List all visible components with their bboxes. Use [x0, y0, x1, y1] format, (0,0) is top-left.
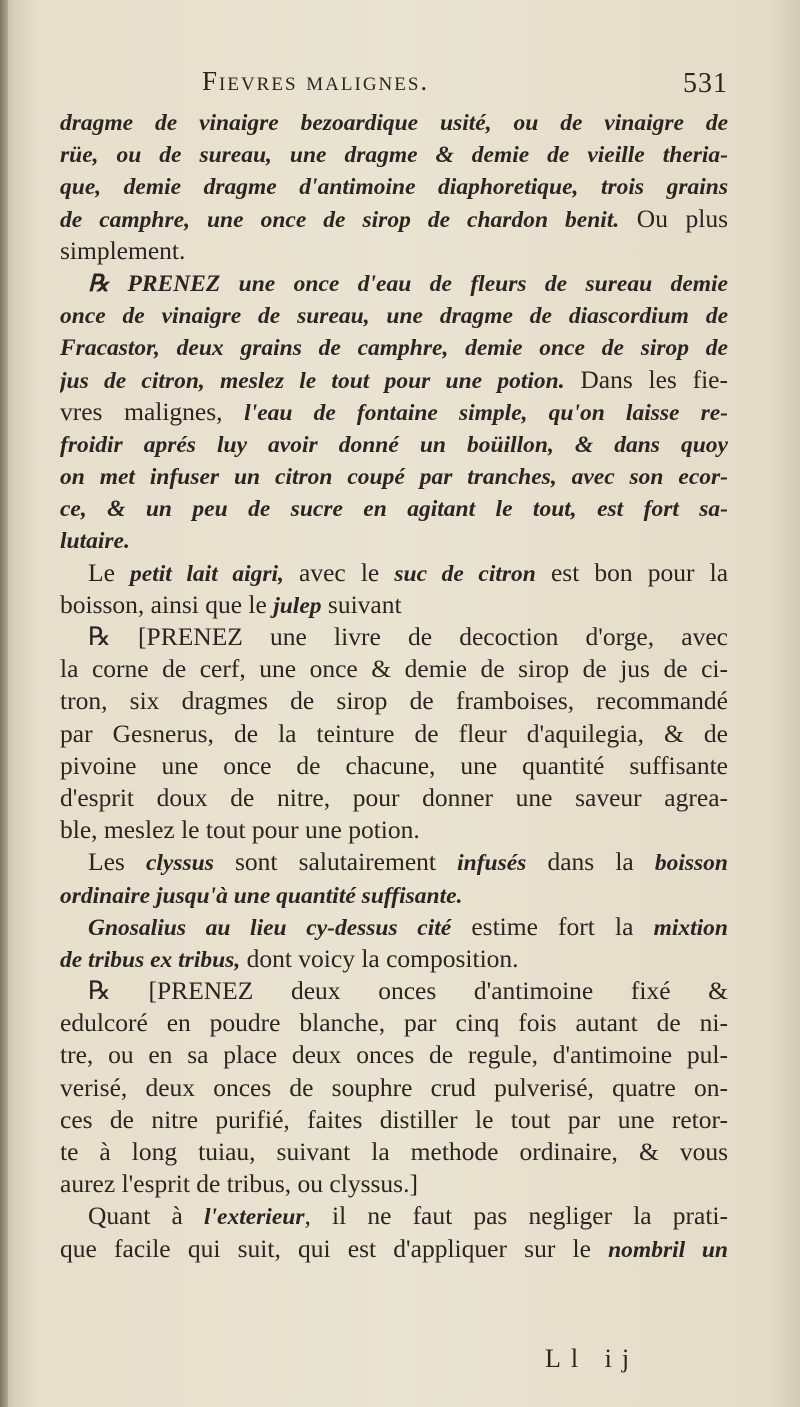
text-line	[60, 1007, 728, 1039]
text-line	[60, 364, 728, 396]
text-run: ordinaire jusqu'à une quantité suffisante.	[60, 882, 463, 909]
text-run: pivoine une once de chacune, une quantité suffisante	[60, 750, 728, 780]
text-line	[60, 653, 728, 685]
text-line	[60, 943, 728, 975]
text-run: froidir aprés luy avoir donné un boüillon, & dans quoy	[60, 431, 728, 458]
text-run: Ou plus	[619, 203, 728, 233]
text-line	[60, 331, 728, 363]
text-line	[60, 1200, 728, 1232]
text-run: ce, & un peu de sucre en agitant le tout, est fort sa-	[60, 496, 728, 523]
text-run: d'esprit doux de nitre, pour donner une saveur agrea-	[60, 782, 728, 812]
text-run: boisson, ainsi que le	[60, 589, 274, 619]
text-run: suivant	[321, 589, 402, 619]
text-run: jus de citron, meslez le tout pour une potion.	[60, 367, 565, 394]
text-line	[60, 492, 728, 524]
text-run: julep	[273, 592, 322, 619]
text-line	[60, 428, 728, 460]
text-line	[60, 170, 728, 202]
text-run: rüe, ou de sureau, une dragme & demie de vieille theria-	[60, 142, 728, 169]
text-line	[60, 846, 728, 878]
text-line	[60, 814, 728, 846]
text-run: boisson	[654, 850, 728, 877]
signature-mark: Ll ij	[545, 1344, 640, 1373]
text-run: par Gesnerus, de la teinture de fleur d'aquilegia, & de	[60, 718, 728, 748]
text-run: suc de citron	[394, 560, 536, 587]
text-run: te à long tuiau, suivant la methode ordinaire, & vous	[60, 1137, 728, 1166]
text-line	[60, 718, 728, 750]
text-run: dans la	[526, 847, 655, 877]
text-line	[60, 1039, 728, 1071]
text-run: Fracastor, deux grains de camphre, demie once de sirop de	[60, 335, 728, 362]
text-line	[60, 1072, 728, 1104]
text-run: ces de nitre purifié, faites distiller le tout par une retor-	[60, 1104, 728, 1134]
text-line	[60, 557, 728, 589]
text-run: Le	[88, 557, 131, 587]
text-line	[60, 975, 728, 1007]
text-run: Les	[88, 847, 146, 877]
text-line	[60, 879, 728, 911]
text-run: tron, six dragmes de sirop de framboises, recommandé	[60, 686, 728, 716]
body-text	[60, 106, 728, 1265]
book-page	[60, 62, 728, 1373]
book-gutter	[0, 0, 8, 1407]
text-line	[60, 621, 728, 653]
text-line	[60, 524, 728, 556]
text-run: est bon pour la	[535, 557, 728, 587]
text-run: verisé, deux onces de souphre crud pulverisé, quatre on-	[60, 1072, 728, 1102]
text-line	[60, 685, 728, 717]
text-run: Dans les fie-	[564, 364, 728, 394]
text-line	[60, 267, 728, 299]
page-header	[60, 62, 728, 106]
text-line	[60, 1136, 728, 1168]
text-run: estime fort la	[451, 911, 654, 941]
text-run: once de vinaigre de sureau, une dragme de diascordium de	[60, 303, 728, 330]
text-run: la corne de cerf, une once & demie de sirop de jus de ci-	[60, 654, 728, 684]
text-run: tre, ou en sa place deux onces de regule, d'antimoine pul-	[60, 1040, 728, 1070]
text-run: ℞ [PRENEZ deux onces d'antimoine fixé &	[88, 976, 728, 1006]
text-run: que, demie dragme d'antimoine diaphoretique, trois grains	[60, 174, 728, 201]
text-run: ℞ [PRENEZ une livre de decoction d'orge, avec	[88, 622, 728, 651]
text-run: dragme de vinaigre bezoardique usité, ou de vinaigre de	[60, 110, 728, 136]
text-line	[60, 589, 728, 621]
text-line	[60, 299, 728, 331]
text-run: Gnosalius au lieu cy-dessus cité	[88, 914, 452, 941]
page-number: 531	[683, 68, 728, 99]
text-line	[60, 138, 728, 170]
text-run: ble, meslez le tout pour une potion.	[60, 815, 420, 845]
text-run: nombril un	[608, 1236, 728, 1263]
running-title: Fievres malignes.	[202, 66, 430, 96]
text-run: Quant à	[88, 1201, 204, 1231]
text-line	[60, 460, 728, 492]
text-run: mixtion	[653, 914, 728, 941]
text-line	[60, 750, 728, 782]
text-run: vres malignes,	[60, 396, 245, 426]
text-run: que facile qui suit, qui est d'appliquer sur le	[60, 1233, 609, 1263]
text-line	[60, 1168, 728, 1200]
text-run: l'eau de fontaine simple, qu'on laisse re-	[244, 399, 728, 426]
text-line	[60, 235, 728, 267]
text-run: de camphre, une once de sirop de chardon benit.	[60, 206, 620, 233]
text-run: edulcoré en poudre blanche, par cinq fois autant de ni-	[60, 1008, 728, 1038]
text-line	[60, 1104, 728, 1136]
text-run: dont voicy la composition.	[240, 943, 519, 973]
text-run: ℞ PRENEZ une once d'eau de fleurs de sureau demie	[88, 270, 728, 297]
text-run: sont salutairement	[213, 847, 458, 877]
text-line	[60, 911, 728, 943]
text-run: infusés	[457, 850, 527, 877]
text-run: simplement.	[60, 235, 186, 265]
text-line	[60, 782, 728, 814]
text-run: on met infuser un citron coupé par tranches, avec son ecor-	[60, 464, 728, 491]
text-run: de tribus ex tribus,	[60, 946, 241, 973]
text-run: aurez l'esprit de tribus, ou clyssus.]	[60, 1169, 418, 1199]
text-run: clyssus	[145, 850, 214, 877]
text-line	[60, 396, 728, 428]
text-line	[60, 106, 728, 138]
text-line	[60, 203, 728, 235]
text-run: l'exterieur	[203, 1204, 305, 1231]
page-footer	[60, 1344, 728, 1378]
text-run: petit lait aigri,	[130, 560, 284, 587]
text-line	[60, 1233, 728, 1265]
text-run: avec le	[283, 557, 395, 587]
text-run: lutaire.	[60, 528, 130, 555]
text-run: , il ne faut pas negliger la prati-	[304, 1201, 728, 1231]
